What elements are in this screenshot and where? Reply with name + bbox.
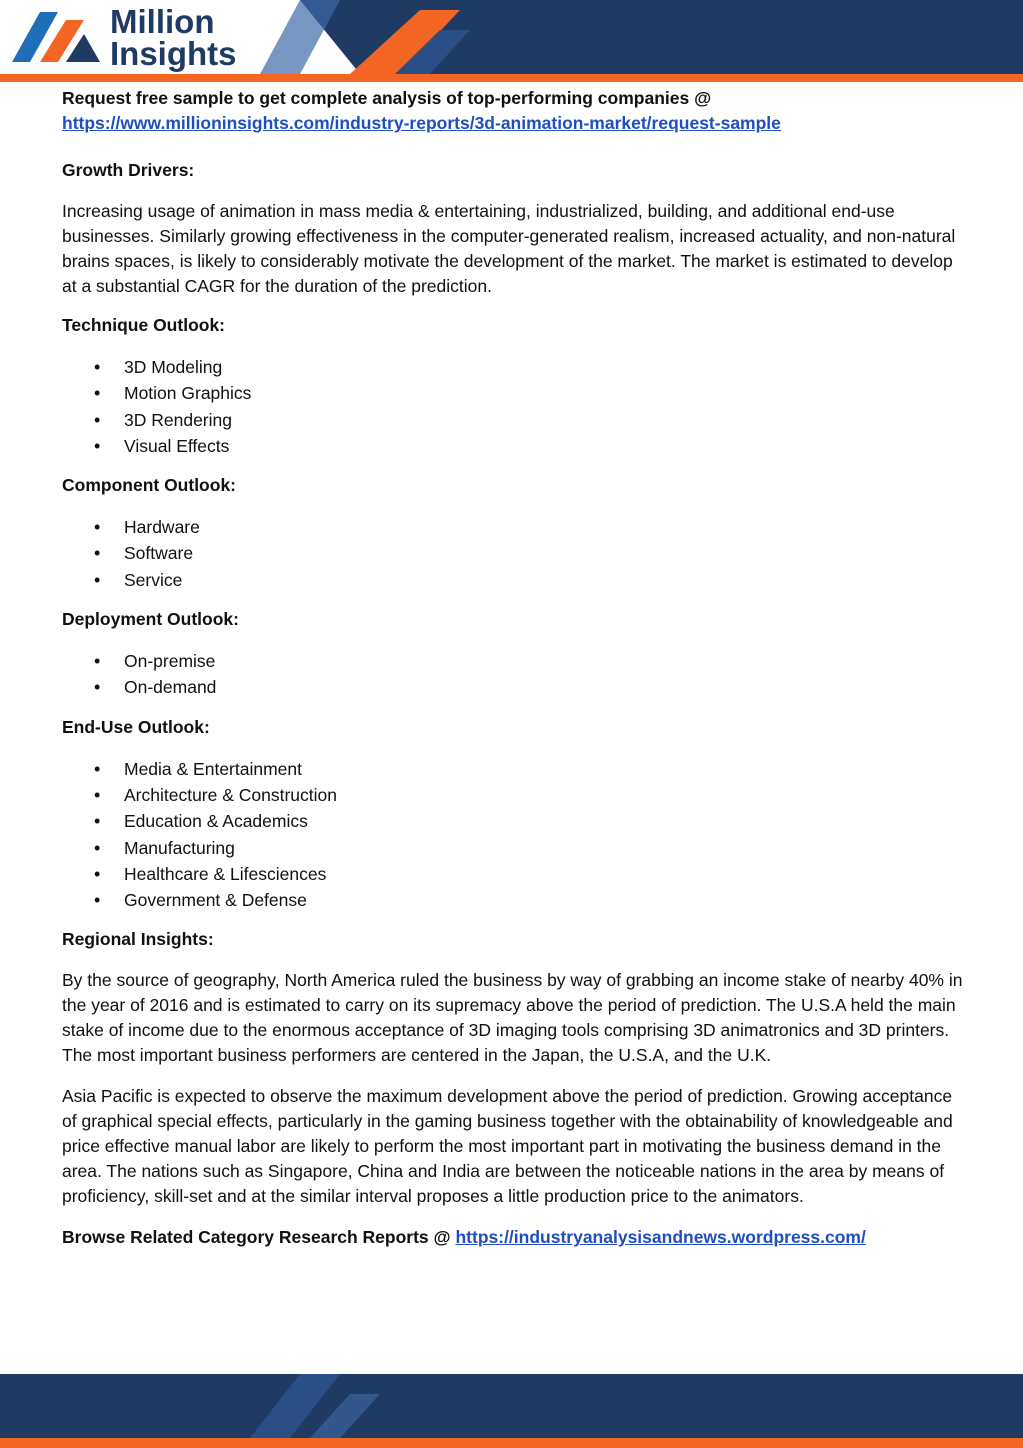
list-item: • Healthcare & Lifesciences [124, 861, 967, 887]
list-item: • Government & Defense [124, 887, 967, 913]
page-footer [0, 1374, 1023, 1448]
list-item: • Motion Graphics [124, 380, 967, 406]
brand-line-1: Million [110, 3, 215, 40]
footer-banner-graphic [0, 1374, 1023, 1448]
list-item: • Manufacturing [124, 835, 967, 861]
regional-heading: Regional Insights: [62, 929, 214, 950]
page-header [0, 0, 1023, 82]
regional-paragraph-1: By the source of geography, North America ruled the business by way of grabbing an income stake of nearby 40% in the year of 2016 and is estimated to carry on its supremacy above the period of prediction. The U.S.A held the main stake of income due to the enormous acceptance of 3D imaging tools comprising 3D animatronics and 3D printers. The most important business performers are centered in the Japan, the U.S.A, and the U.K. [62, 970, 963, 1066]
technique-list [62, 354, 967, 459]
growth-paragraph: Increasing usage of animation in mass media & entertaining, industrialized, building, and additional end-use businesses. Similarly growing effectiveness in the computer-generated realism, increased actuality, and non-natural brains spaces, is likely to considerably motivate the development of the market. The market is estimated to develop at a substantial CAGR for the duration of the prediction. [62, 201, 956, 296]
list-item: • Hardware [124, 514, 967, 540]
intro-text: Request free sample to get complete analysis of top-performing companies @ [62, 88, 712, 108]
component-list [62, 514, 967, 593]
list-item: • On-demand [124, 674, 967, 700]
list-item: • 3D Rendering [124, 407, 967, 433]
brand-logo [110, 3, 237, 72]
list-item: • Service [124, 567, 967, 593]
request-sample-link[interactable]: https://www.millioninsights.com/industry-reports/3d-animation-market/request-sample [62, 113, 781, 133]
deployment-heading: Deployment Outlook: [62, 609, 239, 630]
browse-reports-line [62, 1225, 967, 1250]
document-body [62, 86, 967, 1250]
regional-paragraph-2: Asia Pacific is expected to observe the maximum development above the period of prediction. Growing acceptance of graphical special effects, particularly in the gaming business together with the obtainability of knowledgeable and price effective manual labor are likely to perform the most important part in motivating the business demand in the area. The nations such as Singapore, China and India are between the noticeable nations in the area by means of proficiency, skill-set and at the similar interval proposes a little production price to the animators. [62, 1086, 953, 1207]
list-item: • Education & Academics [124, 808, 967, 834]
brand-line-2: Insights [110, 35, 237, 72]
deployment-list [62, 648, 967, 701]
enduse-heading: End-Use Outlook: [62, 716, 210, 737]
list-item: • Visual Effects [124, 433, 967, 459]
list-item: • Media & Entertainment [124, 756, 967, 782]
list-item: • 3D Modeling [124, 354, 967, 380]
list-item: • Architecture & Construction [124, 782, 967, 808]
related-reports-link[interactable]: https://industryanalysisandnews.wordpress.com/ [455, 1227, 866, 1248]
component-heading: Component Outlook: [62, 475, 237, 496]
technique-heading: Technique Outlook: [62, 315, 226, 335]
enduse-list [62, 756, 967, 914]
growth-heading: Growth Drivers: [62, 160, 195, 180]
list-item: • On-premise [124, 648, 967, 674]
browse-text: Browse Related Category Research Reports @ [62, 1227, 451, 1248]
list-item: • Software [124, 540, 967, 566]
